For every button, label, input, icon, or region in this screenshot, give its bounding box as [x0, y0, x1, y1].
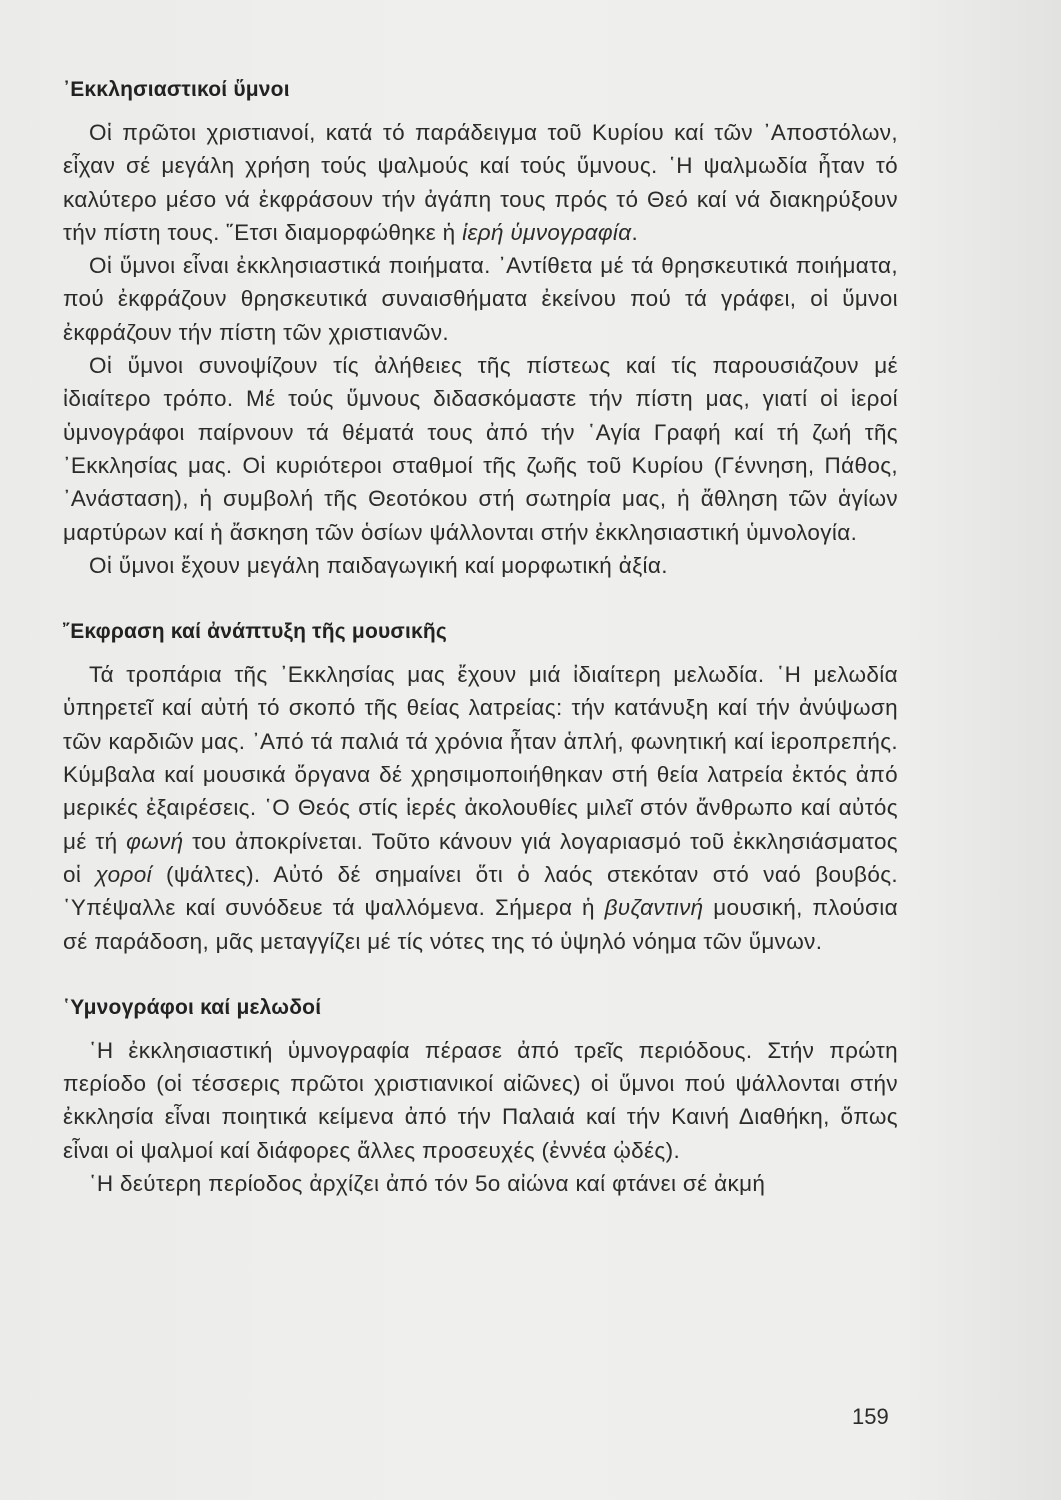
section-heading: ῾Υμνογράφοι καί μελωδοί: [63, 995, 322, 1019]
text-run: .: [631, 219, 639, 245]
italic-term: βυζαντινή: [604, 895, 704, 921]
italic-term: χοροί: [95, 861, 152, 887]
text-run: ῾Η ἐκκλησιαστική ὑμνογραφία πέρασε ἀπό τρεῖς περιόδους. Στήν πρώτη περίοδο (οἱ τέσσερις πρῶτοι χριστιανικοί αἰῶνες) οἱ ὕμνοι πού ψάλλονται στήν ἐκκλησία εἶναι ποιητικά κείμενα ἀπό τήν Παλαιά καί τήν Καινή Διαθήκη, ὅπως εἶναι οἱ ψαλμοί καί διάφορες ἄλλες προσευχές (ἐννέα ᾠδές).: [63, 1037, 898, 1163]
section-heading: ῎Εκφραση καί ἀνάπτυξη τῆς μουσικῆς: [63, 620, 448, 644]
text-run: ῾Η δεύτερη περίοδος ἀρχίζει ἀπό τόν 5ο αἰώνα καί φτάνει σέ ἀκμή: [89, 1171, 766, 1197]
paragraph: [63, 658, 898, 958]
text-run: Οἱ ὕμνοι συνοψίζουν τίς ἀλήθειες τῆς πίστεως καί τίς παρουσιάζουν μέ ἰδιαίτερο τρόπο. Μέ τούς ὕμνους διδασκόμαστε τήν πίστη μας, γιατί οἱ ἱεροί ὑμνογράφοι παίρνουν τά θέματά τους ἀπό τήν ῾Αγία Γραφή καί τή ζωή τῆς ᾿Εκκλησίας μας. Οἱ κυριότεροι σταθμοί τῆς ζωῆς τοῦ Κυρίου (Γέννηση, Πάθος, ᾿Ανάσταση), ἡ συμβολή τῆς Θεοτόκου στή σωτηρία μας, ἡ ἄθληση τῶν ἁγίων μαρτύρων καί ἡ ἄσκηση τῶν ὁσίων ψάλλονται στήν ἐκκλησιαστική ὑμνολογία.: [63, 353, 898, 545]
italic-term: ἱερή ὑμνογραφία: [462, 219, 632, 245]
text-run: Τά τροπάρια τῆς ᾿Εκκλησίας μας ἔχουν μιά ἰδιαίτερη μελωδία. ῾Η μελωδία ὑπηρετεῖ καί αὐτή τό σκοπό τῆς θείας λατρείας: τήν κατάνυξη καί τήν ἀνύψωση τῶν καρδιῶν μας. ᾿Από τά παλιά τά χρόνια ἦταν ἁπλή, φωνητική καί ἱεροπρεπής. Κύμβαλα καί μουσικά ὄργανα δέ χρησιμοποιήθηκαν στή θεία λατρεία ἐκτός ἀπό μερικές ἐξαιρέσεις. ῾Ο Θεός στίς ἱερές ἀκολουθίες μιλεῖ στόν ἄνθρωπο καί αὐτός μέ τή: [63, 662, 898, 854]
page-number: 159: [852, 1404, 889, 1429]
text-run: του ἀποκρίνεται. Τοῦτο κάνουν γιά λογαριασμό τοῦ ἐκκλησιάσματος οἱ: [63, 828, 898, 887]
italic-term: φωνή: [126, 828, 184, 854]
paragraph: [63, 249, 898, 349]
paragraph: [63, 1034, 898, 1167]
text-run: Οἱ πρῶτοι χριστιανοί, κατά τό παράδειγμα τοῦ Κυρίου καί τῶν ᾿Αποστόλων, εἶχαν σέ μεγάλη χρήση τούς ψαλμούς καί τούς ὕμνους. ῾Η ψαλμωδία ἦταν τό καλύτερο μέσο νά ἐκφράσουν τήν ἀγάπη τους πρός τό Θεό καί νά διακηρύξουν τήν πίστη τους. ῞Ετσι διαμορφώθηκε ἡ: [63, 120, 898, 245]
paragraph: [63, 116, 898, 249]
section-ecclesiastical-hymns: [63, 78, 898, 582]
text-run: (ψάλτες). Αὐτό δέ σημαίνει ὅτι ὁ λαός στεκόταν στό ναό βουβός. ῾Υπέψαλλε καί συνόδευε τά ψαλλόμενα. Σήμερα ἡ: [63, 861, 898, 921]
text-run: Οἱ ὕμνοι εἶναι ἐκκλησιαστικά ποιήματα. ᾿Αντίθετα μέ τά θρησκευτικά ποιήματα, πού ἐκφράζουν θρησκευτικά συναισθήματα ἐκείνου πού τά γράφει, οἱ ὕμνοι ἐκφράζουν τήν πίστη τῶν χριστιανῶν.: [63, 253, 898, 345]
paragraph: [63, 549, 898, 582]
paragraph: [63, 349, 898, 549]
paragraph: [63, 1167, 898, 1200]
section-heading: ᾿Εκκλησιαστικοί ὕμνοι: [63, 78, 290, 101]
section-music-expression: [63, 620, 898, 958]
page-content: [63, 60, 898, 1238]
text-run: Οἱ ὕμνοι ἔχουν μεγάλη παιδαγωγική καί μορφωτική ἀξία.: [89, 552, 668, 578]
text-run: μουσική, πλούσια σέ παράδοση, μᾶς μεταγγίζει μέ τίς νότες της τό ὑψηλό νόημα τῶν ὕμνων.: [63, 895, 899, 954]
section-hymnographers: [63, 996, 898, 1200]
